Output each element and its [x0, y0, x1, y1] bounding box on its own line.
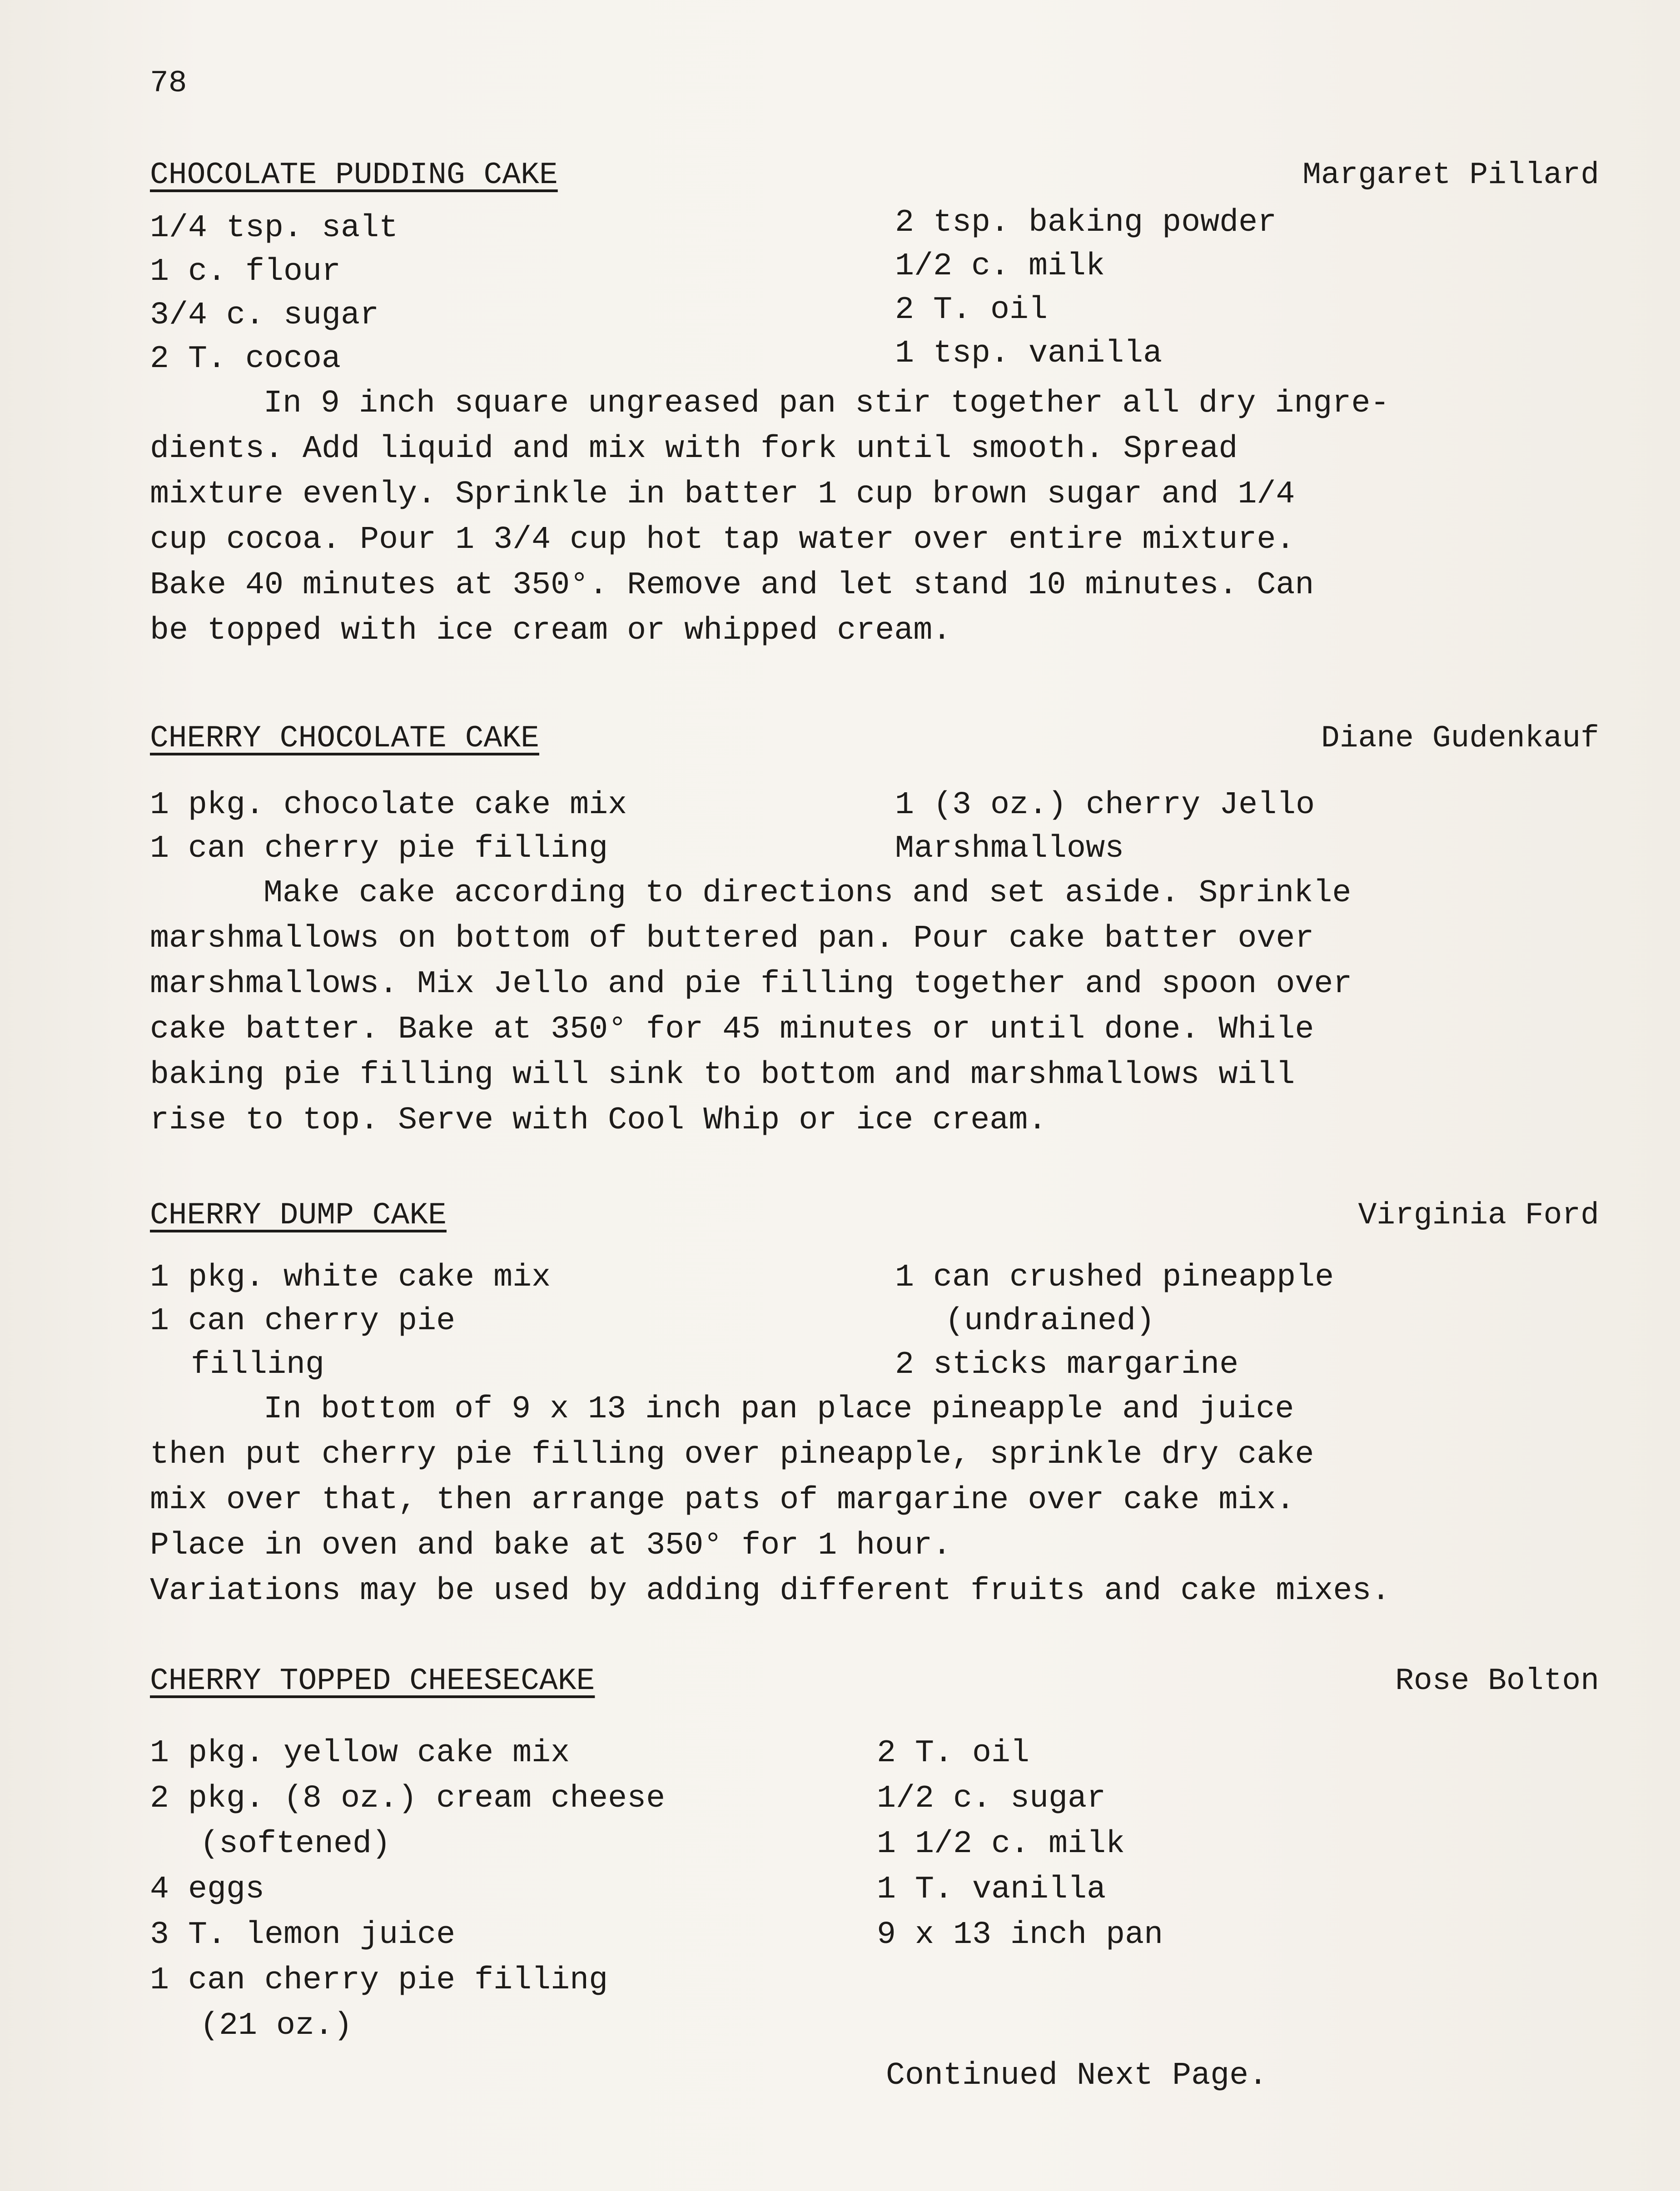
ingredient: 1 pkg. white cake mix: [150, 1260, 551, 1296]
ingredient-list: [150, 1731, 1599, 2049]
ingredient: 1 can cherry pie filling: [150, 1962, 608, 1998]
recipe-header: [150, 1197, 1599, 1256]
ingredient: 2 T. oil: [877, 1735, 1030, 1771]
ingredient: 1 T. vanilla: [877, 1872, 1106, 1908]
recipe-cherry-chocolate-cake: [150, 720, 1599, 1143]
ingredient: 4 eggs: [150, 1872, 265, 1908]
direction-line: marshmallows on bottom of buttered pan. Pour cake batter over: [150, 921, 1314, 957]
ingredient: 2 T. cocoa: [150, 341, 341, 377]
ingredient-column-right: [877, 1731, 1599, 2049]
recipe-author: Rose Bolton: [1395, 1664, 1599, 1699]
ingredient: (undrained): [945, 1303, 1155, 1339]
ingredient-column-right: [895, 784, 1599, 871]
direction-line: mixture evenly. Sprinkle in batter 1 cup brown sugar and 1/4: [150, 477, 1295, 512]
direction-line: then put cherry pie filling over pineapple, sprinkle dry cake: [150, 1437, 1314, 1473]
ingredient: 1 1/2 c. milk: [877, 1826, 1125, 1862]
ingredient: 1 can cherry pie: [150, 1303, 456, 1339]
recipe-directions: [150, 1387, 1599, 1614]
ingredient: 1 can cherry pie filling: [150, 831, 608, 867]
direction-line: marshmallows. Mix Jello and pie filling together and spoon over: [150, 966, 1352, 1002]
ingredient-list: [150, 1256, 1599, 1387]
ingredient: 1/4 tsp. salt: [150, 210, 398, 246]
recipe-directions: [150, 871, 1599, 1143]
ingredient-list: [150, 784, 1599, 871]
ingredient: 1/2 c. sugar: [877, 1781, 1106, 1817]
direction-line: mix over that, then arrange pats of margarine over cake mix.: [150, 1482, 1295, 1518]
ingredient: Marshmallows: [895, 831, 1124, 867]
direction-line: be topped with ice cream or whipped cream.: [150, 613, 952, 649]
recipe-cherry-topped-cheesecake: [150, 1663, 1599, 2049]
direction-line: Variations may be used by adding different fruits and cake mixes.: [150, 1573, 1391, 1609]
ingredient: 2 sticks margarine: [895, 1347, 1239, 1383]
direction-line: Make cake according to directions and set aside. Sprinkle: [263, 875, 1352, 911]
ingredient-list: [150, 207, 1599, 381]
recipe-author: Margaret Pillard: [1302, 158, 1599, 193]
ingredient: 3/4 c. sugar: [150, 298, 379, 333]
ingredient: 1/2 c. milk: [895, 248, 1105, 284]
ingredient: (softened): [200, 1826, 391, 1862]
recipe-title: CHERRY DUMP CAKE: [150, 1198, 447, 1233]
ingredient: 1 can crushed pineapple: [895, 1260, 1334, 1296]
ingredient-column-left: [150, 207, 895, 381]
direction-line: rise to top. Serve with Cool Whip or ice cream.: [150, 1103, 1047, 1138]
ingredient-column-right: [895, 1256, 1599, 1387]
ingredient: 1 tsp. vanilla: [895, 336, 1163, 372]
ingredient: 1 pkg. yellow cake mix: [150, 1735, 570, 1771]
recipe-title: CHOCOLATE PUDDING CAKE: [150, 158, 558, 193]
direction-line: cup cocoa. Pour 1 3/4 cup hot tap water over entire mixture.: [150, 522, 1295, 558]
ingredient: 1 (3 oz.) cherry Jello: [895, 787, 1315, 823]
page-number: 78: [150, 66, 187, 101]
direction-line: dients. Add liquid and mix with fork until smooth. Spread: [150, 431, 1238, 467]
recipe-directions: [150, 381, 1599, 654]
ingredient: 3 T. lemon juice: [150, 1917, 456, 1953]
recipe-header: [150, 157, 1599, 207]
recipe-cherry-dump-cake: [150, 1197, 1599, 1614]
continued-note: Continued Next Page.: [886, 2058, 1268, 2094]
ingredient: 1 c. flour: [150, 254, 341, 290]
recipe-header: [150, 720, 1599, 784]
direction-line: cake batter. Bake at 350° for 45 minutes or until done. While: [150, 1012, 1314, 1048]
ingredient: 2 pkg. (8 oz.) cream cheese: [150, 1781, 666, 1817]
direction-line: In bottom of 9 x 13 inch pan place pineapple and juice: [263, 1391, 1294, 1427]
ingredient: 1 pkg. chocolate cake mix: [150, 787, 627, 823]
direction-line: Place in oven and bake at 350° for 1 hour.: [150, 1528, 952, 1564]
ingredient-column-left: [150, 1731, 877, 2049]
recipe-title: CHERRY TOPPED CHEESECAKE: [150, 1664, 595, 1699]
recipe-title: CHERRY CHOCOLATE CAKE: [150, 721, 539, 756]
ingredient: 2 T. oil: [895, 292, 1048, 328]
direction-line: Bake 40 minutes at 350°. Remove and let stand 10 minutes. Can: [150, 567, 1314, 603]
ingredient-column-right: [895, 201, 1599, 381]
ingredient: filling: [191, 1347, 325, 1383]
ingredient: (21 oz.): [200, 2008, 353, 2044]
direction-line: In 9 inch square ungreased pan stir together all dry ingre-: [263, 386, 1390, 422]
recipe-author: Virginia Ford: [1358, 1198, 1599, 1233]
recipe-chocolate-pudding-cake: [150, 157, 1599, 654]
ingredient-column-left: [150, 1256, 895, 1387]
recipe-header: [150, 1663, 1599, 1731]
recipe-author: Diane Gudenkauf: [1321, 721, 1599, 756]
ingredient: 2 tsp. baking powder: [895, 205, 1277, 241]
ingredient-column-left: [150, 784, 895, 871]
direction-line: baking pie filling will sink to bottom and marshmallows will: [150, 1057, 1295, 1093]
ingredient: 9 x 13 inch pan: [877, 1917, 1163, 1953]
